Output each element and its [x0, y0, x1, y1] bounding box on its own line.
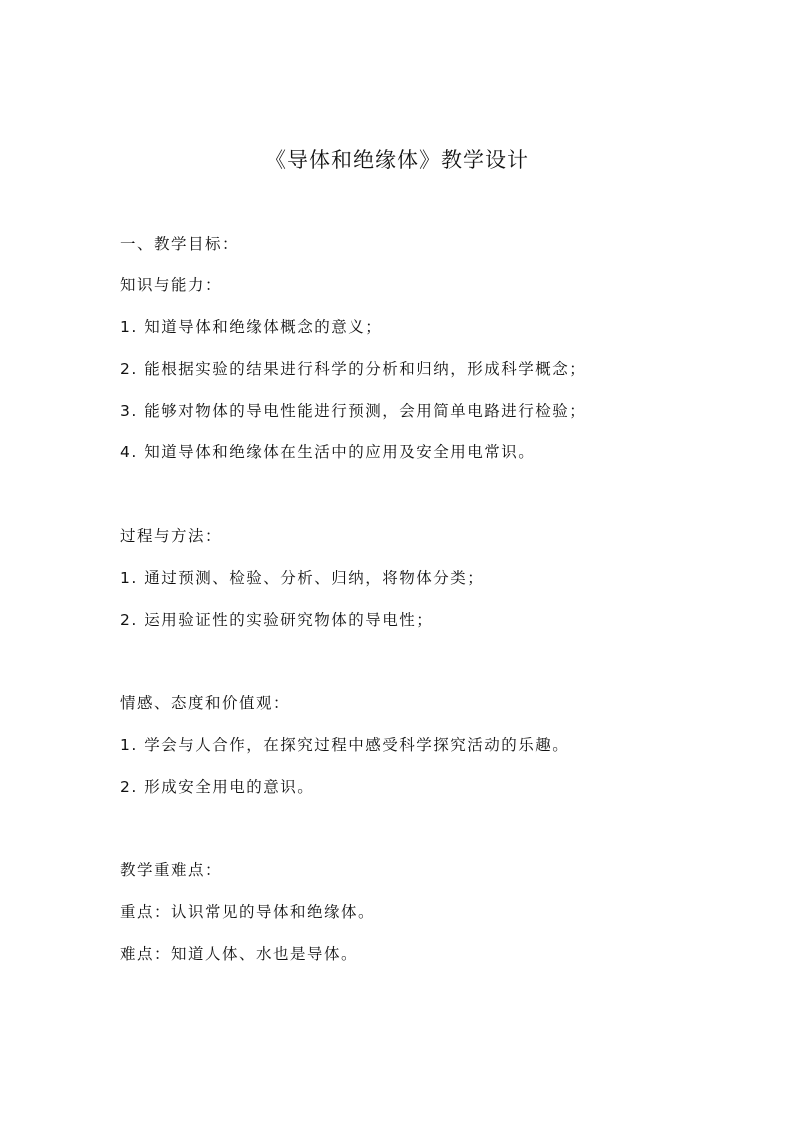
list-item: 重点：认识常见的导体和绝缘体。 [120, 903, 376, 921]
subheading-knowledge: 知识与能力： [120, 276, 223, 294]
list-item: 4. 知道导体和绝缘体在生活中的应用及安全用电常识。 [120, 443, 536, 461]
list-item: 2. 运用验证性的实验研究物体的导电性； [120, 611, 434, 629]
document-title: 《导体和绝缘体》教学设计 [265, 148, 529, 172]
list-item: 2. 能根据实验的结果进行科学的分析和归纳，形成科学概念； [120, 360, 587, 378]
list-item: 2. 形成安全用电的意识。 [120, 778, 315, 796]
subheading-keypoints: 教学重难点： [120, 861, 223, 879]
list-item: 3. 能够对物体的导电性能进行预测，会用简单电路进行检验； [120, 402, 587, 420]
list-item: 1. 学会与人合作，在探究过程中感受科学探究活动的乐趣。 [120, 736, 570, 754]
subheading-attitude: 情感、态度和价值观： [120, 694, 291, 712]
subheading-process: 过程与方法： [120, 527, 223, 545]
list-item: 1. 通过预测、检验、分析、归纳，将物体分类； [120, 569, 485, 587]
list-item: 1. 知道导体和绝缘体概念的意义； [120, 318, 383, 336]
list-item: 难点：知道人体、水也是导体。 [120, 945, 359, 963]
section-heading-objectives: 一、教学目标： [120, 235, 240, 253]
